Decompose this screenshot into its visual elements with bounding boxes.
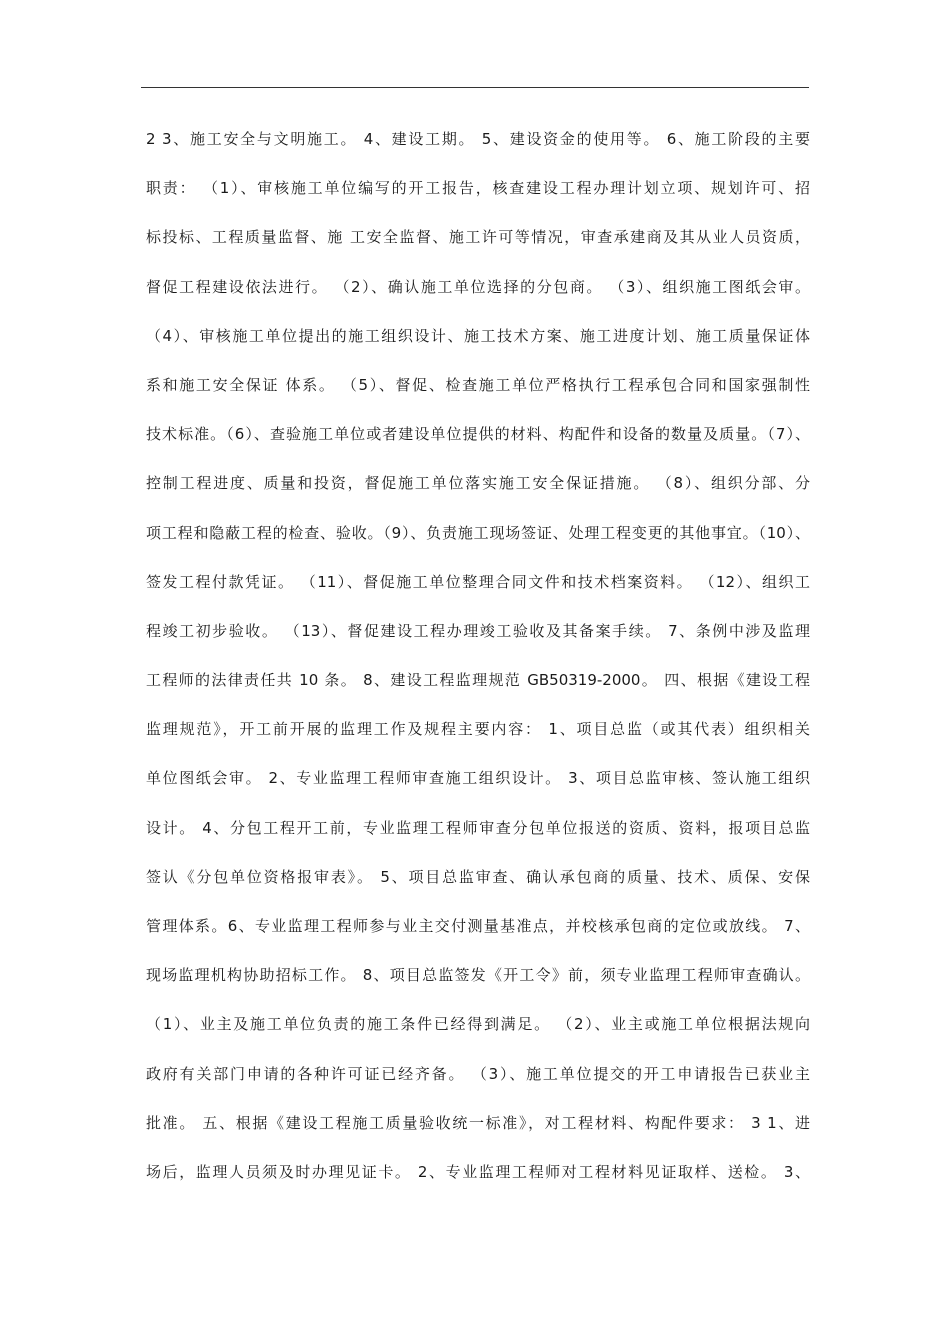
header-rule	[141, 87, 809, 88]
text-line: 监理规范》，开工前开展的监理工作及规程主要内容： 1、项目总监（或其代表）组织相关	[146, 720, 810, 739]
text-line: 项工程和隐蔽工程的检查、验收。（9）、负责施工现场签证、处理工程变更的其他事宜。（10）、	[146, 523, 810, 542]
text-line: 督促工程建设依法进行。 （2）、确认施工单位选择的分包商。 （3）、组织施工图纸会审。	[146, 277, 810, 296]
text-line: 标投标、工程质量监督、施 工安全监督、施工许可等情况，审查承建商及其从业人员资质，	[146, 228, 810, 247]
text-line: 设计。 4、分包工程开工前，专业监理工程师审查分包单位报送的资质、资料，报项目总监	[146, 818, 810, 837]
text-line: （4）、审核施工单位提出的施工组织设计、施工技术方案、施工进度计划、施工质量保证体	[146, 326, 810, 345]
text-line: 签发工程付款凭证。 （11）、督促施工单位整理合同文件和技术档案资料。 （12）、组织工	[146, 572, 810, 591]
text-line: （1）、业主及施工单位负责的施工条件已经得到满足。 （2）、业主或施工单位根据法规向	[146, 1015, 810, 1034]
text-line: 签认《分包单位资格报审表》。 5、项目总监审查、确认承包商的质量、技术、质保、安保	[146, 867, 810, 886]
text-line: 系和施工安全保证 体系。 （5）、督促、检查施工单位严格执行工程承包合同和国家强制性	[146, 375, 810, 394]
text-line: 政府有关部门申请的各种许可证已经齐备。 （3）、施工单位提交的开工申请报告已获业主	[146, 1064, 810, 1083]
text-line: 现场监理机构协助招标工作。 8、项目总监签发《开工令》前，须专业监理工程师审查确认。	[146, 966, 810, 985]
text-line: 工程师的法律责任共 10 条。 8、建设工程监理规范 GB50319-2000。 四、根据《建设工程	[146, 671, 810, 690]
text-line: 管理体系。6、专业监理工程师参与业主交付测量基准点，并校核承包商的定位或放线。 7、	[146, 917, 810, 935]
document-body	[146, 124, 810, 1206]
text-line: 2 3、施工安全与文明施工。 4、建设工期。 5、建设资金的使用等。 6、施工阶段的主要	[146, 130, 810, 148]
text-line: 技术标准。（6）、查验施工单位或者建设单位提供的材料、构配件和设备的数量及质量。（7）、	[146, 425, 810, 444]
text-line: 职责： （1）、审核施工单位编写的开工报告，核查建设工程办理计划立项、规划许可、招	[146, 179, 810, 198]
text-line: 程竣工初步验收。 （13）、督促建设工程办理竣工验收及其备案手续。 7、条例中涉及监理	[146, 621, 810, 640]
text-line: 批准。 五、根据《建设工程施工质量验收统一标准》，对工程材料、构配件要求： 3 1、进	[146, 1113, 810, 1132]
text-line: 场后，监理人员须及时办理见证卡。 2、专业监理工程师对工程材料见证取样、送检。 3、	[146, 1162, 810, 1181]
text-line: 控制工程进度、质量和投资，督促施工单位落实施工安全保证措施。 （8）、组织分部、分	[146, 474, 810, 493]
text-line: 单位图纸会审。 2、专业监理工程师审查施工组织设计。 3、项目总监审核、签认施工组织	[146, 769, 810, 788]
